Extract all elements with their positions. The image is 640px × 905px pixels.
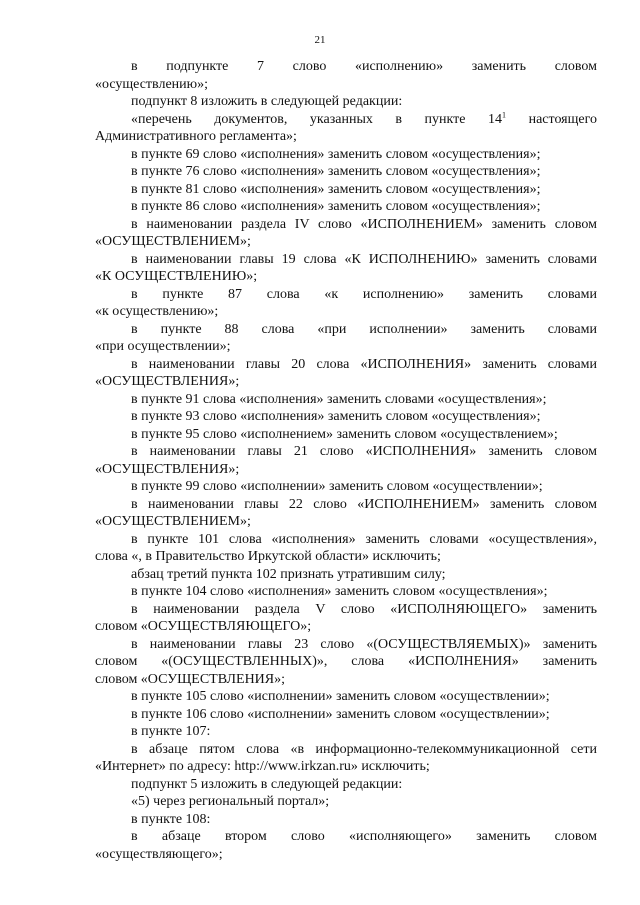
text-line-content: словом «ОСУЩЕСТВЛЕНИЯ»;	[95, 671, 286, 687]
text-line-content: словом «(ОСУЩЕСТВЛЕННЫХ)», слова «ИСПОЛНЕНИЯ» заменить	[95, 654, 597, 669]
text-line-content: в наименовании главы 20 слова «ИСПОЛНЕНИЯ» заменить словами	[131, 356, 597, 372]
text-line	[95, 723, 597, 741]
text-line-content: в наименовании главы 23 слово «(ОСУЩЕСТВЛЯЕМЫХ)» заменить	[131, 636, 597, 652]
text-line	[95, 216, 597, 234]
text-line	[95, 531, 597, 549]
text-line-content: в пункте 93 слово «исполнения» заменить словом «осуществления»;	[131, 409, 541, 424]
text-line	[95, 846, 597, 864]
text-line	[95, 741, 597, 759]
text-line-content: в наименовании главы 21 слово «ИСПОЛНЕНИЯ» заменить словом	[131, 444, 597, 459]
text-line-content: в наименовании главы 22 слово «ИСПОЛНЕНИЕМ» заменить словом	[131, 496, 597, 512]
text-line-content: «осуществляющего»;	[95, 846, 223, 862]
text-line-content: «при осуществлении»;	[95, 339, 231, 354]
text-line	[95, 146, 597, 164]
text-line	[95, 233, 597, 251]
text-line	[95, 163, 597, 181]
text-line	[95, 636, 597, 654]
text-line	[95, 111, 597, 129]
text-line-content: «Интернет» по адресу: http://www.irkzan.ru» исключить;	[95, 759, 430, 774]
text-line-content: в пункте 81 слово «исполнения» заменить словом «осуществления»;	[131, 181, 541, 197]
text-line-content: в пункте 99 слово «исполнении» заменить словом «осуществлении»;	[131, 479, 543, 494]
text-line	[95, 548, 597, 566]
text-line-content: Административного регламента»;	[95, 129, 297, 144]
text-line	[95, 198, 597, 216]
text-line-content: в пункте 95 слово «исполнением» заменить словом «осуществлением»;	[131, 426, 558, 442]
text-line-content: подпункт 8 изложить в следующей редакции:	[131, 94, 403, 109]
text-line-content: слова «, в Правительство Иркутской области» исключить;	[95, 549, 441, 564]
superscript: 1	[502, 109, 507, 119]
text-line	[95, 373, 597, 391]
text-line-content: в пункте 86 слово «исполнения» заменить словом «осуществления»;	[131, 199, 541, 214]
text-line-content: «ОСУЩЕСТВЛЕНИЕМ»;	[95, 234, 251, 249]
text-line-content: в пункте 91 слова «исполнения» заменить словами «осуществления»;	[131, 391, 547, 407]
text-line	[95, 181, 597, 199]
text-line-content: в абзаце пятом слова «в информационно-телекоммуникационной сети	[131, 741, 597, 757]
text-line-content: «5) через региональный портал»;	[131, 794, 330, 809]
text-line-content: «к осуществлению»;	[95, 304, 219, 319]
text-line	[95, 391, 597, 409]
text-line	[95, 93, 597, 111]
text-line	[95, 583, 597, 601]
text-line	[95, 688, 597, 706]
text-line-tail: настоящего	[506, 111, 597, 127]
text-line-content: в абзаце втором слово «исполняющего» заменить словом	[131, 829, 597, 844]
text-line-content: в пункте 76 слово «исполнения» заменить словом «осуществления»;	[131, 164, 541, 179]
text-line	[95, 58, 597, 76]
text-line-content: «перечень документов, указанных в пункте 14	[131, 111, 503, 127]
text-line-content: «ОСУЩЕСТВЛЕНИЕМ»;	[95, 514, 251, 529]
text-line	[95, 671, 597, 689]
text-line-content: в наименовании главы 19 слова «К ИСПОЛНЕНИЮ» заменить словами	[131, 251, 597, 267]
text-line-content: «осуществлению»;	[95, 76, 209, 92]
text-line-content: в пункте 69 слово «исполнения» заменить словом «осуществления»;	[131, 146, 541, 162]
text-line	[95, 513, 597, 531]
text-line-content: в пункте 87 слова «к исполнению» заменить словами	[131, 286, 597, 302]
text-line-content: словом «ОСУЩЕСТВЛЯЮЩЕГО»;	[95, 619, 312, 634]
text-line-content: в наименовании раздела V слово «ИСПОЛНЯЮЩЕГО» заменить	[131, 601, 597, 617]
text-line	[95, 601, 597, 619]
text-line	[95, 566, 597, 584]
text-line	[95, 496, 597, 514]
text-line-content: «ОСУЩЕСТВЛЕНИЯ»;	[95, 461, 240, 477]
text-line	[95, 408, 597, 426]
text-line	[95, 478, 597, 496]
text-line-content: абзац третий пункта 102 признать утратившим силу;	[131, 566, 446, 582]
text-line-content: в подпункте 7 слово «исполнению» заменить словом	[131, 59, 597, 74]
text-line	[95, 706, 597, 724]
text-line	[95, 268, 597, 286]
text-line	[95, 251, 597, 269]
body-text	[95, 58, 597, 863]
text-line-content: в пункте 88 слова «при исполнении» заменить словами	[131, 321, 597, 337]
text-line-content: в пункте 101 слова «исполнения» заменить словами «осуществления»,	[131, 531, 597, 547]
text-line	[95, 426, 597, 444]
text-line	[95, 128, 597, 146]
text-line-content: подпункт 5 изложить в следующей редакции:	[131, 776, 403, 792]
text-line-content: «К ОСУЩЕСТВЛЕНИЮ»;	[95, 269, 258, 284]
text-line-content: в пункте 108:	[131, 811, 211, 827]
text-line	[95, 286, 597, 304]
text-line-content: в пункте 104 слово «исполнения» заменить словом «осуществления»;	[131, 584, 548, 599]
page-number: 21	[314, 34, 326, 46]
text-line	[95, 338, 597, 356]
text-line	[95, 321, 597, 339]
text-line	[95, 76, 597, 94]
text-line-content: в пункте 106 слово «исполнении» заменить словом «осуществлении»;	[131, 706, 550, 722]
text-line	[95, 356, 597, 374]
text-line	[95, 828, 597, 846]
text-line	[95, 303, 597, 321]
text-line	[95, 776, 597, 794]
text-line	[95, 653, 597, 671]
text-line	[95, 758, 597, 776]
text-line-content: в пункте 107:	[131, 724, 211, 739]
text-line	[95, 618, 597, 636]
text-line	[95, 811, 597, 829]
text-line-content: в пункте 105 слово «исполнении» заменить словом «осуществлении»;	[131, 689, 550, 704]
text-line	[95, 793, 597, 811]
text-line	[95, 443, 597, 461]
text-line	[95, 461, 597, 479]
text-line-content: в наименовании раздела IV слово «ИСПОЛНЕНИЕМ» заменить словом	[131, 216, 597, 232]
text-line-content: «ОСУЩЕСТВЛЕНИЯ»;	[95, 374, 240, 389]
